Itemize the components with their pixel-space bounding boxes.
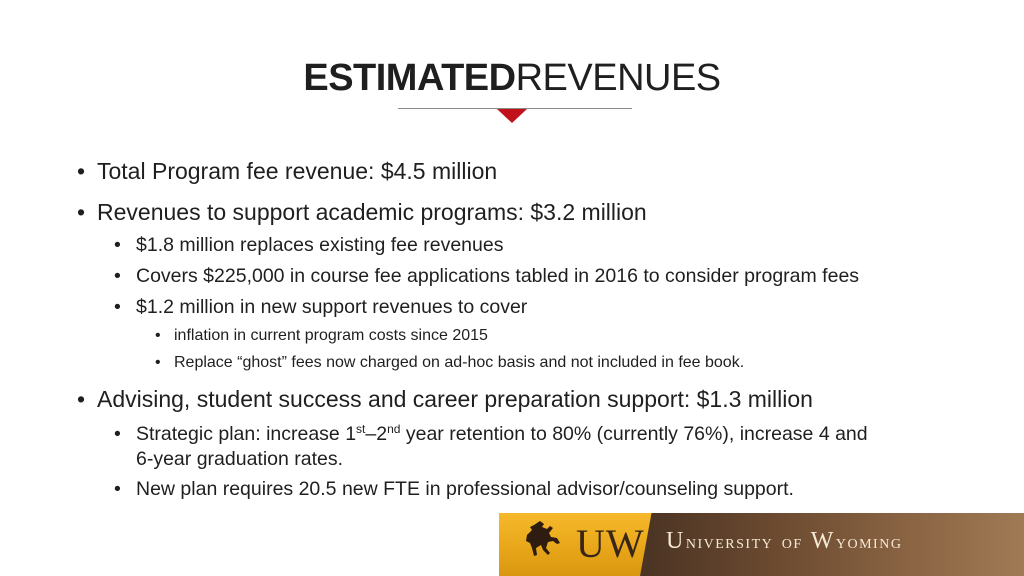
bullet-dot-icon: • [114,265,121,287]
title-light: REVENUES [515,57,721,99]
superscript-nd: nd [387,422,401,436]
bullet-replaces-fees: $1.8 million replaces existing fee revenues [136,234,504,256]
bullet-dot-icon: • [77,386,86,412]
bullet-strategic-plan-line2: 6-year graduation rates. [136,448,344,470]
strategic-plan-text-post: year retention to 80% (currently 76%), increase 4 and [400,423,868,445]
bullet-new-support: $1.2 million in new support revenues to cover [136,296,528,318]
bullet-total-fee: Total Program fee revenue: $4.5 million [97,158,498,184]
wordmark-niversity: NIVERSITY [685,537,774,552]
bullet-dot-icon: • [114,423,121,445]
bullet-ghost-fees: Replace “ghost” fees now charged on ad-hoc basis and not included in fee book. [174,354,745,371]
bullet-academic-programs: Revenues to support academic programs: $3.2 million [97,199,647,225]
bullet-strategic-plan [136,422,868,446]
strategic-plan-text: Strategic plan: increase 1 [136,423,357,445]
bullet-dot-icon: • [114,234,121,256]
bullet-dot-icon: • [114,296,121,318]
wordmark-u: U [666,528,686,554]
uw-letters: UW [576,521,645,566]
title-bold: ESTIMATED [303,57,516,99]
university-wordmark [666,528,902,558]
wordmark-yoming: YOMING [835,537,903,552]
bullet-inflation: inflation in current program costs since 2015 [174,327,488,344]
bullet-dot-icon: • [155,354,161,371]
bullet-dot-icon: • [114,478,121,500]
wordmark-of: OF [781,537,803,552]
bullet-new-fte: New plan requires 20.5 new FTE in professional advisor/counseling support. [136,478,794,500]
bullet-dot-icon: • [155,327,161,344]
strategic-plan-text-mid: –2 [365,423,388,445]
bullet-course-fee: Covers $225,000 in course fee applications tabled in 2016 to consider program fees [136,265,860,287]
superscript-st: st [356,422,366,436]
bullet-dot-icon: • [77,158,86,184]
bullet-advising: Advising, student success and career preparation support: $1.3 million [97,386,813,412]
bullet-dot-icon: • [77,199,86,225]
wordmark-w: W [810,528,836,554]
